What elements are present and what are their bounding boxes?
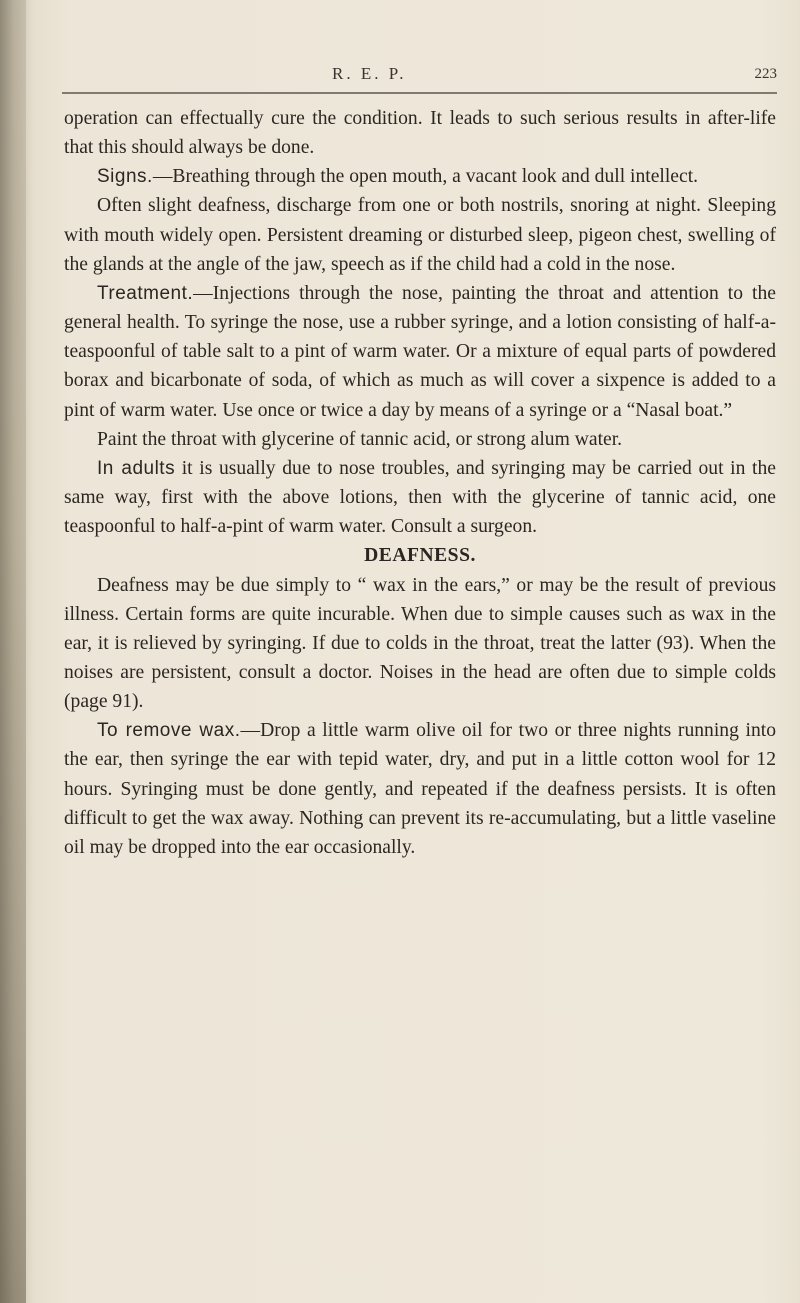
run-in-heading-signs: Signs. [97,166,153,188]
run-in-heading-remove-wax: To remove wax. [97,720,241,742]
signs-text: —Breathing through the open mouth, a vacant look and dull intellect. [152,166,699,188]
page-number: 223 [754,66,777,82]
paragraph-remove-wax [64,716,776,862]
paragraph-symptoms: Often slight deafness, discharge from one or both nostrils, snoring at night. Sleeping with mouth widely open. Persistent dreaming or disturbed sleep, pigeon chest, swelling of the glands at the angle of the jaw, speech as if the child had a cold in the nose. [64,195,776,275]
remove-wax-text: —Drop a little warm olive oil for two or three nights running into the ear, then syringe the ear with tepid water, dry, and put in a little cotton wool for 12 hours. Syringing must be done gently, and repeated if the deafness persists. It is often difficult to get the wax away. Nothing can prevent its re-accumulating, but a little vaseline oil may be dropped into the ear occasionally. [64,720,776,858]
paragraph-treatment [64,279,776,425]
page-body [64,104,776,862]
paragraph-operation: operation can effectually cure the condition. It leads to such serious results in after-life that this should always be done. [64,108,776,159]
treatment-text: —Injections through the nose, painting the throat and attention to the general health. To syringe the nose, use a rubber syringe, and a lotion consisting of half-a-teaspoonful of table salt to a pint of warm water. Or a mixture of equal parts of powdered borax and bicarbonate of soda, of which as much as will cover a sixpence is added to a pint of warm water. Use once or twice a day by means of a syringe or a “Nasal boat.” [64,282,776,421]
running-head: R. E. P. [332,64,407,83]
page-edge-shadow [0,0,26,1303]
page-header [62,64,777,90]
paragraph-adults [64,454,776,541]
paragraph-deafness: Deafness may be due simply to “ wax in the ears,” or may be the result of previous illness. Certain forms are quite incurable. When due to simple causes such as wax in the ear, it is relieved by syringing. If due to colds in the throat, treat the latter (93). When the noises are persistent, consult a doctor. Noises in the head are often due to simple colds (page 91). [64,574,776,713]
run-in-heading-adults: In adults [97,457,176,479]
header-rule [62,92,777,94]
paragraph-signs [64,162,776,191]
section-heading-deafness: DEAFNESS. [364,545,476,567]
adults-text: it is usually due to nose troubles, and syringing may be carried out in the same way, first with the above lotions, then with the glycerine of tannic acid, one teaspoonful to half-a-pint of warm water. Consult a surgeon. [64,457,776,538]
run-in-heading-treatment: Treatment. [97,282,194,304]
paragraph-paint-throat: Paint the throat with glycerine of tannic acid, or strong alum water. [97,428,623,450]
